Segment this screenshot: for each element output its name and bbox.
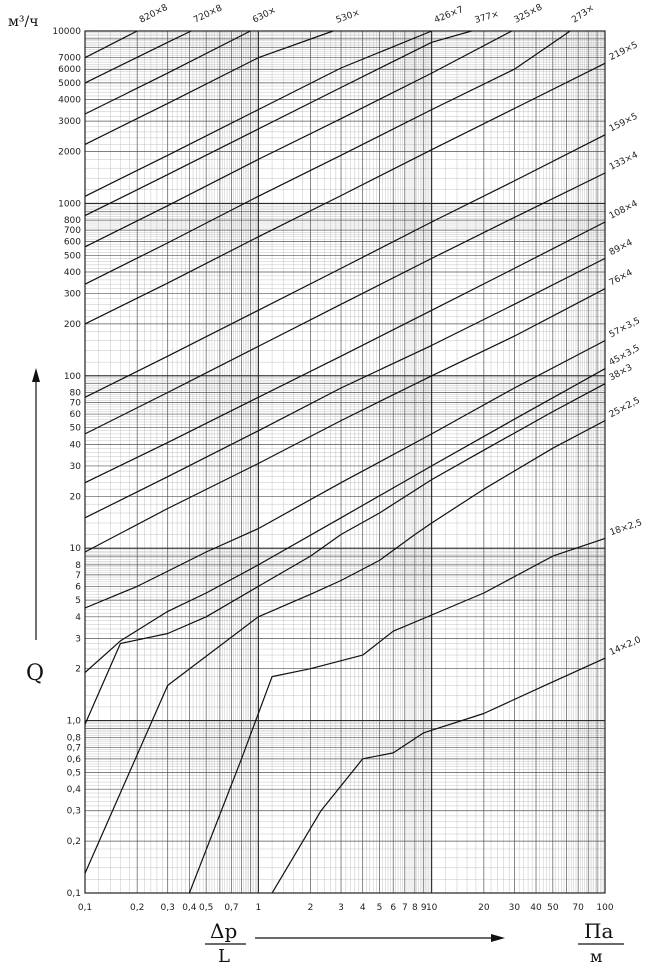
x-label-denominator: L [218, 946, 230, 965]
series-label: 25×2,5 [607, 395, 642, 421]
x-tick-label: 0,1 [77, 903, 93, 913]
series-label: 273× [570, 3, 597, 26]
series-label: 720×8 [192, 3, 224, 26]
y-tick-label: 700 [63, 226, 81, 237]
y-tick-label: 70 [69, 398, 81, 409]
series-label: 219×5 [607, 40, 640, 63]
y-tick-label: 5000 [58, 78, 81, 89]
x-label-numerator: Δp [210, 919, 238, 943]
y-tick-label: 2 [75, 664, 81, 675]
x-tick-label: 8 [412, 903, 418, 913]
y-tick-label: 400 [63, 268, 81, 279]
y-tick-label: 2000 [58, 147, 81, 158]
series-label: 18×2,5 [608, 518, 644, 539]
y-tick-label: 4000 [58, 95, 81, 106]
y-tick-label: 5 [75, 596, 81, 607]
x-tick-label: 20 [478, 903, 490, 913]
x-tick-label: 9 [420, 903, 427, 913]
x-tick-label: 0,2 [130, 903, 145, 913]
y-tick-label: 0,6 [66, 754, 81, 765]
y-tick-label: 1000 [58, 199, 81, 210]
x-tick-label: 30 [508, 903, 521, 913]
x-tick-label: 6 [390, 903, 397, 913]
series-label: 76×4 [607, 268, 635, 289]
y-tick-label: 0,2 [66, 837, 81, 848]
y-tick-label: 8 [75, 560, 81, 571]
y-tick-label: 0,1 [66, 889, 81, 899]
x-tick-label: 100 [596, 903, 614, 913]
y-tick-label: 3000 [58, 117, 81, 128]
y-tick-label: 0,3 [66, 806, 81, 817]
x-tick-label: 0,5 [198, 903, 214, 913]
series-label: 57×3,5 [607, 315, 642, 341]
y-tick-label: 0,4 [66, 785, 81, 796]
series-label: 820×8 [137, 2, 170, 26]
y-tick-label: 80 [69, 388, 81, 399]
y-tick-label: 800 [63, 216, 81, 227]
y-tick-label: 10 [69, 544, 81, 555]
y-tick-label: 0,8 [66, 733, 81, 744]
x-tick-label: 0,3 [160, 903, 175, 913]
x-tick-label: 2 [307, 903, 314, 913]
y-tick-label: 50 [69, 423, 81, 434]
series-label: 325×8 [512, 2, 545, 26]
series-label: 45×3,5 [607, 343, 642, 369]
y-tick-label: 500 [63, 251, 81, 262]
y-tick-label: 100 [63, 371, 81, 382]
series-label: 38×3 [607, 362, 635, 384]
series-label: 426×7 [433, 5, 465, 26]
series-label: 530× [334, 8, 362, 26]
y-tick-label: 20 [69, 492, 81, 503]
x-unit-numerator: Па [584, 919, 614, 943]
x-tick-label: 40 [530, 903, 542, 913]
series-label: 14×2,0 [608, 635, 643, 658]
x-unit-denominator: м [590, 947, 603, 965]
y-tick-label: 60 [69, 410, 81, 421]
y-tick-label: 300 [63, 289, 81, 300]
x-tick-label: 50 [547, 903, 559, 913]
y-tick-label: 6 [75, 582, 81, 593]
y-tick-label: 30 [69, 461, 81, 472]
x-tick-label: 1 [255, 903, 262, 913]
y-tick-label: 7 [75, 570, 81, 581]
x-tick-label: 0,7 [224, 903, 239, 913]
series-label: 89×4 [607, 237, 635, 259]
y-tick-label: 0,7 [66, 743, 81, 754]
series-label: 630× [251, 5, 278, 26]
y-tick-label: 0,5 [66, 768, 81, 779]
series-label: 133×4 [607, 150, 640, 173]
x-tick-label: 5 [376, 903, 383, 913]
series-label: 159×5 [607, 111, 640, 135]
x-tick-label: 7 [401, 903, 408, 913]
x-tick-label: 0,4 [182, 903, 197, 913]
series-label: 108×4 [607, 198, 640, 222]
x-tick-label: 70 [572, 903, 584, 913]
y-axis-label: Q [26, 661, 45, 686]
x-tick-label: 10 [425, 903, 438, 913]
y-tick-label: 4 [75, 612, 81, 623]
x-tick-label: 4 [359, 903, 366, 913]
y-axis-unit: м³/ч [8, 14, 39, 30]
y-tick-label: 7000 [58, 53, 81, 64]
x-tick-label: 3 [338, 903, 344, 913]
y-tick-label: 6000 [58, 65, 81, 76]
y-tick-label: 1,0 [66, 716, 81, 727]
y-tick-label: 200 [63, 319, 81, 330]
y-tick-label: 40 [69, 440, 81, 451]
y-tick-label: 3 [75, 634, 81, 645]
series-label: 377× [473, 9, 501, 26]
y-tick-label: 600 [63, 237, 81, 248]
y-tick-label: 10000 [52, 27, 81, 37]
